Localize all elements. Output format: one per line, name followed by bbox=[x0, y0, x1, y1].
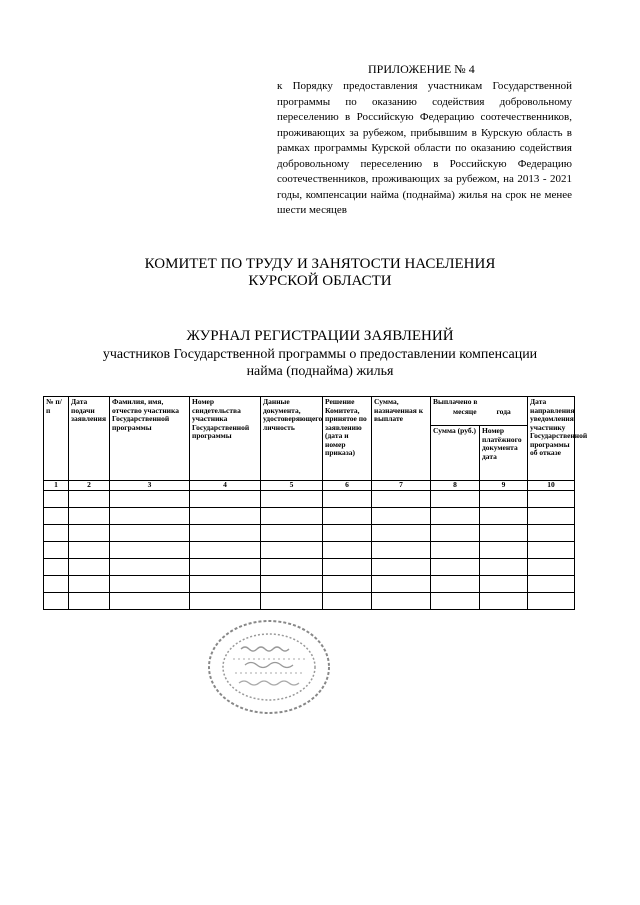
column-number: 9 bbox=[480, 481, 528, 491]
column-number: 6 bbox=[323, 481, 372, 491]
committee-line-2: КУРСКОЙ ОБЛАСТИ bbox=[248, 273, 392, 289]
journal-subtitle bbox=[0, 346, 640, 380]
header-cell: Сумма (руб.) bbox=[431, 426, 480, 481]
paid-header-cell bbox=[431, 397, 528, 426]
column-number: 10 bbox=[528, 481, 575, 491]
table-row bbox=[44, 576, 575, 593]
column-number: 1 bbox=[44, 481, 69, 491]
journal-subtitle-line-2: найма (поднайма) жилья bbox=[246, 364, 394, 379]
header-cell: Фамилия, имя, отчество участника Государственной программы bbox=[110, 397, 190, 481]
table-row bbox=[44, 593, 575, 610]
paid-month: месяце bbox=[453, 406, 477, 416]
registration-table bbox=[43, 396, 588, 610]
header-cell: Номер свидетельства участника Государственной программы bbox=[190, 397, 261, 481]
column-number-row bbox=[44, 481, 575, 491]
header-row bbox=[44, 397, 575, 426]
header-cell: Дата направления уведомления участнику Государственной программы об отказе bbox=[528, 397, 575, 481]
table-row bbox=[44, 559, 575, 576]
column-number: 4 bbox=[190, 481, 261, 491]
appendix-text: к Порядку предоставления участникам Государственной программы по оказанию содействия добровольному переселению в Российскую Федерацию соотечественников, проживающих за рубежом, прибывшим в Курскую область в рамках программы Курской области по оказанию содействия добровольному переселению в Российскую Федерацию соотечественников, проживающих за рубежом, на 2013 - 2021 годы, компенсации найма (поднайма) жилья на срок не менее шести месяцев bbox=[277, 80, 572, 216]
table-row bbox=[44, 491, 575, 508]
paid-label: Выплачено в bbox=[433, 397, 478, 406]
header-cell: Сумма, назначенная к выплате bbox=[372, 397, 431, 481]
header-cell: Номер платёжного документа дата bbox=[480, 426, 528, 481]
column-number: 7 bbox=[372, 481, 431, 491]
paid-year: года bbox=[496, 406, 511, 416]
table-row bbox=[44, 508, 575, 525]
header-cell: Данные документа, удостоверяющего личность bbox=[261, 397, 323, 481]
header-cell: Решение Комитета, принятое по заявлению (дата и номер приказа) bbox=[323, 397, 372, 481]
table-row bbox=[44, 525, 575, 542]
column-number: 8 bbox=[431, 481, 480, 491]
appendix-title: ПРИЛОЖЕНИЕ № 4 bbox=[368, 62, 475, 76]
header-cell: № п/п bbox=[44, 397, 69, 481]
column-number: 2 bbox=[69, 481, 110, 491]
column-number: 5 bbox=[261, 481, 323, 491]
committee-name bbox=[0, 256, 640, 290]
journal-subtitle-line-1: участников Государственной программы о предоставлении компенсации bbox=[102, 347, 538, 362]
official-stamp bbox=[205, 617, 333, 717]
table-row bbox=[44, 542, 575, 559]
journal-title: ЖУРНАЛ РЕГИСТРАЦИИ ЗАЯВЛЕНИЙ bbox=[186, 328, 454, 344]
committee-line-1: КОМИТЕТ ПО ТРУДУ И ЗАНЯТОСТИ НАСЕЛЕНИЯ bbox=[144, 256, 496, 272]
paid-period bbox=[433, 408, 525, 417]
column-number: 3 bbox=[110, 481, 190, 491]
header-cell: Дата подачи заявления bbox=[69, 397, 110, 481]
